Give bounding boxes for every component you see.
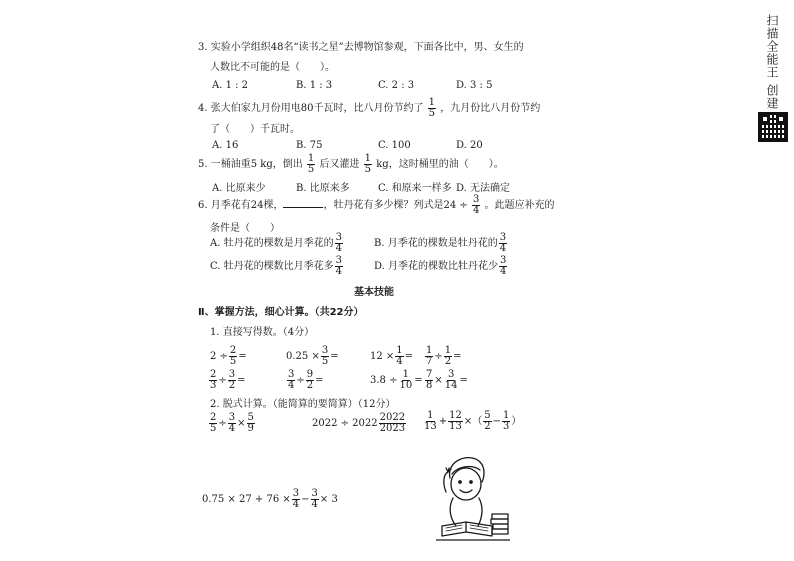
expr-1: $\frac{2}{5}$ ÷ $\frac{3}{4}$ × $\frac{5}{9}$: [210, 412, 254, 434]
calc-1-2: 0.25 × $\frac{3}{5}$ =: [286, 345, 339, 367]
q3-option-c[interactable]: C. 2 : 3: [378, 80, 415, 91]
calc-2-3: 3.8 ÷ $\frac{1}{10}$ =: [370, 369, 423, 391]
q6-option-d[interactable]: D. 月季花的棵数比牡丹花少 $\frac{3}{4}$: [374, 255, 507, 277]
q6-option-c[interactable]: C. 牡丹花的棵数比月季花多 $\frac{3}{4}$: [210, 255, 343, 277]
q4-text-post: ，九月份比八月份节约: [440, 103, 541, 114]
calc-2-4: $\frac{7}{8}$ × $\frac{3}{14}$ =: [426, 369, 468, 391]
q3-option-b[interactable]: B. 1 : 3: [296, 80, 333, 91]
calc-1-3: 12 × $\frac{1}{4}$ =: [370, 345, 414, 367]
section-heading: 基本技能: [354, 287, 394, 298]
q5-option-a[interactable]: A. 比原来少: [212, 183, 266, 194]
q5-text: [198, 154, 504, 175]
q4-option-c[interactable]: C. 100: [378, 140, 411, 151]
part2-sub1: 1. 直接写得数。（4分）: [210, 327, 315, 338]
q6-text-line1: [198, 195, 555, 216]
q5-text-pre: 5. 一桶油重5 kg，倒出: [198, 159, 303, 170]
q6-option-b[interactable]: B. 月季花的棵数是牡丹花的 $\frac{3}{4}$: [374, 232, 507, 254]
q4-option-a[interactable]: A. 16: [212, 140, 239, 151]
calc-2-2: $\frac{3}{4}$ ÷ $\frac{9}{2}$ =: [288, 369, 324, 391]
part2-title: Ⅱ、掌握方法，细心计算。（共22分）: [198, 307, 364, 318]
q4-fraction: $\frac{1}{5}$: [428, 97, 436, 119]
q5-option-c[interactable]: C. 和原来一样多: [378, 183, 452, 194]
q4-option-b[interactable]: B. 75: [296, 140, 323, 151]
q4-text-line2: 了（ ）千瓦时。: [210, 124, 300, 135]
q6-option-a[interactable]: A. 牡丹花的棵数是月季花的 $\frac{3}{4}$: [210, 232, 342, 254]
q6-text-post: 。此题应补充的: [484, 200, 555, 211]
student-reading-illustration: [436, 452, 510, 548]
q3-option-d[interactable]: D. 3 : 5: [456, 80, 493, 91]
q6-text-pre: 6. 月季花有24棵，: [198, 200, 284, 211]
scanner-watermark: 扫描全能王 创建: [765, 14, 779, 110]
calc-2-1: $\frac{2}{3}$ ÷ $\frac{3}{2}$ =: [210, 369, 246, 391]
q3-text-line2: 人数比不可能的是（ ）。: [210, 62, 335, 73]
q4-text-line1: [198, 98, 540, 119]
q3-text-line1: 3. 实验小学组织48名“读书之星”去博物馆参观，下面各比中，男、女生的: [198, 42, 524, 53]
expr-4: 0.75 × 27 + 76 × $\frac{3}{4}$ − $\frac{3}{4}$ × 3: [202, 488, 338, 510]
expr-2: 2022 ÷ 2022 $\frac{2022}{2023}$: [312, 412, 406, 434]
q4-option-d[interactable]: D. 20: [456, 140, 483, 151]
expr-3: $\frac{1}{13}$ + $\frac{12}{13}$ ×（ $\frac{5}{2}$ − $\frac{1}{3}$ ）: [424, 410, 522, 432]
calc-1-4: $\frac{1}{7}$ ÷ $\frac{1}{2}$ =: [426, 345, 462, 367]
q4-text-pre: 4. 张大伯家九月份用电80千瓦时，比八月份节约了: [198, 103, 424, 114]
qr-code: [760, 114, 786, 140]
q6-fraction: $\frac{3}{4}$: [472, 194, 480, 216]
q3-option-a[interactable]: A. 1 : 2: [212, 80, 249, 91]
q6-text-line2: 条件是（ ）: [210, 223, 280, 234]
q5-text-mid: 后又灌进: [319, 159, 360, 170]
q5-option-d[interactable]: D. 无法确定: [456, 183, 511, 194]
q5-fraction-2: $\frac{1}{5}$: [364, 153, 372, 175]
q5-fraction-1: $\frac{1}{5}$: [307, 153, 315, 175]
calc-1-1: 2 ÷ $\frac{2}{5}$ =: [210, 345, 247, 367]
q6-text-mid: ，牡丹花有多少棵？列式是24 ÷: [323, 200, 468, 211]
part2-sub2: 2. 脱式计算。（能简算的要简算）（12分）: [210, 399, 396, 410]
q5-option-b[interactable]: B. 比原来多: [296, 183, 350, 194]
q5-text-post: kg，这时桶里的油（ ）。: [376, 159, 504, 170]
q6-answer-blank[interactable]: [283, 198, 323, 208]
